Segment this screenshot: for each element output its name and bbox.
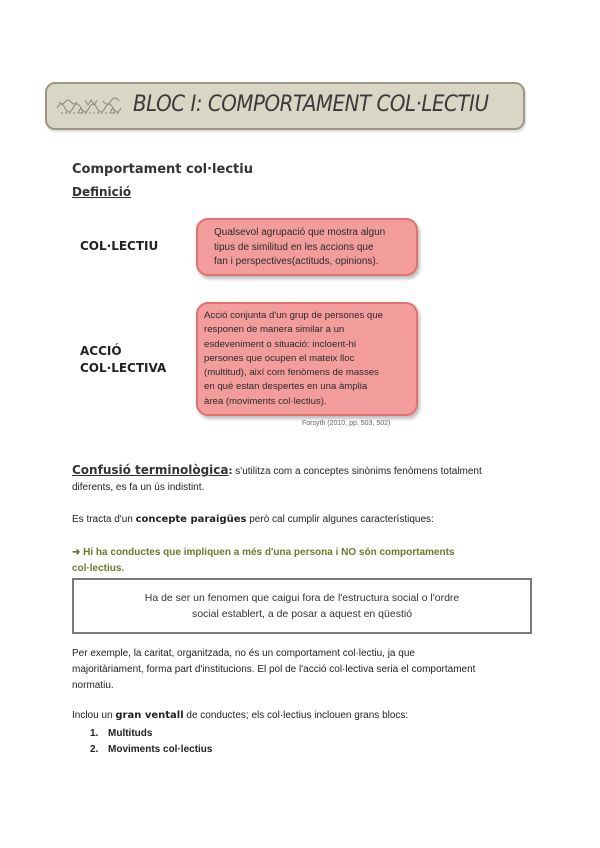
term-line: COL·LECTIVA: [80, 361, 167, 375]
definition-line: Acció conjunta d'un grup de persones que: [204, 310, 383, 321]
definition-box-col-lectiu: [196, 218, 418, 276]
example-line: majoritàriament, forma part d'institucions. El pol de l'acció col·lectiva seria el comportament: [72, 664, 476, 675]
definition-line: fan i perspectives(actituds, opinions).: [214, 256, 379, 267]
list-number: 1.: [90, 728, 99, 739]
definition-line: esdeveniment o situació: incloent-hi: [204, 338, 356, 350]
paraigues-text: Es tracta d'un: [72, 514, 136, 525]
ventall-text: Inclou un: [72, 710, 116, 721]
confusio-colon: :: [228, 466, 233, 477]
definition-line: àrea (moviments col·lectius).: [204, 395, 327, 407]
term-accio-col-lectiva: [80, 343, 166, 377]
boxed-note: [72, 578, 532, 634]
confusio-heading: Confusió terminològica: [72, 463, 229, 477]
confusio-line: s'utilitza com a conceptes sinònims fenòmens totalment: [232, 466, 482, 477]
confusio-paragraph: [72, 462, 532, 496]
ventall-text: de conductes; els col·lectius inclouen grans blocs:: [183, 710, 409, 721]
term-line: COL·LECTIU: [80, 239, 159, 253]
highlight-line: ➜ Hi ha conductes que impliquen a més d'una persona i NO són comportaments: [72, 547, 455, 558]
definition-line: Qualsevol agrupació que mostra algun: [214, 227, 386, 238]
ventall-paragraph: [72, 708, 532, 724]
boxed-note-line: social establert, a de posar a aquest en qüestió: [191, 608, 413, 620]
banner-title: BLOC I: COMPORTAMENT COL·LECTIU: [133, 92, 489, 117]
list-label: Multituds: [108, 728, 153, 739]
example-line: Per exemple, la caritat, organitzada, no és un comportament col·lectiu, ja que: [72, 648, 415, 659]
definition-subtitle: Definició: [72, 185, 132, 199]
definition-line: responen de manera similar a un: [204, 324, 345, 336]
paraigues-text: però cal cumplir algunes característiques:: [246, 514, 434, 525]
example-paragraph: [72, 646, 542, 694]
boxed-note-line: Ha de ser un fenomen que caigui fora de l'estructura social o l'ordre: [144, 592, 460, 604]
definition-line: en què estan despertes en una àmplia: [204, 381, 368, 393]
definition-box-accio-col-lectiva: [196, 302, 418, 416]
term-line: ACCIÓ: [80, 344, 122, 358]
blocks-list: [90, 726, 212, 758]
definition-line: tipus de similitud en les accions que: [214, 241, 374, 253]
paraigues-bold: concepte paraigües: [135, 514, 247, 525]
paraigues-paragraph: [72, 512, 532, 528]
example-line: normatiu.: [72, 680, 114, 691]
title-banner: [45, 82, 525, 130]
definition-line: (multitud), així com fenòmens de masses: [204, 367, 379, 379]
ventall-bold: gran ventall: [115, 710, 184, 721]
section-title: Comportament col·lectiu: [72, 162, 253, 177]
term-col-lectiu: [80, 238, 158, 255]
list-number: 2.: [90, 744, 99, 755]
confusio-line: diferents, es fa un ús indistint.: [72, 482, 205, 493]
list-label: Moviments col·lectius: [108, 744, 213, 755]
list-item: [90, 742, 212, 758]
citation: Forsyth (2010, pp. 503, 502): [302, 420, 391, 427]
highlight-note: [72, 545, 512, 577]
definition-line: persones que ocupen el mateix lloc: [204, 352, 355, 364]
sketch-doodle-icon: [55, 94, 127, 118]
highlight-line: col·lectius.: [72, 563, 125, 574]
list-item: [90, 726, 212, 742]
